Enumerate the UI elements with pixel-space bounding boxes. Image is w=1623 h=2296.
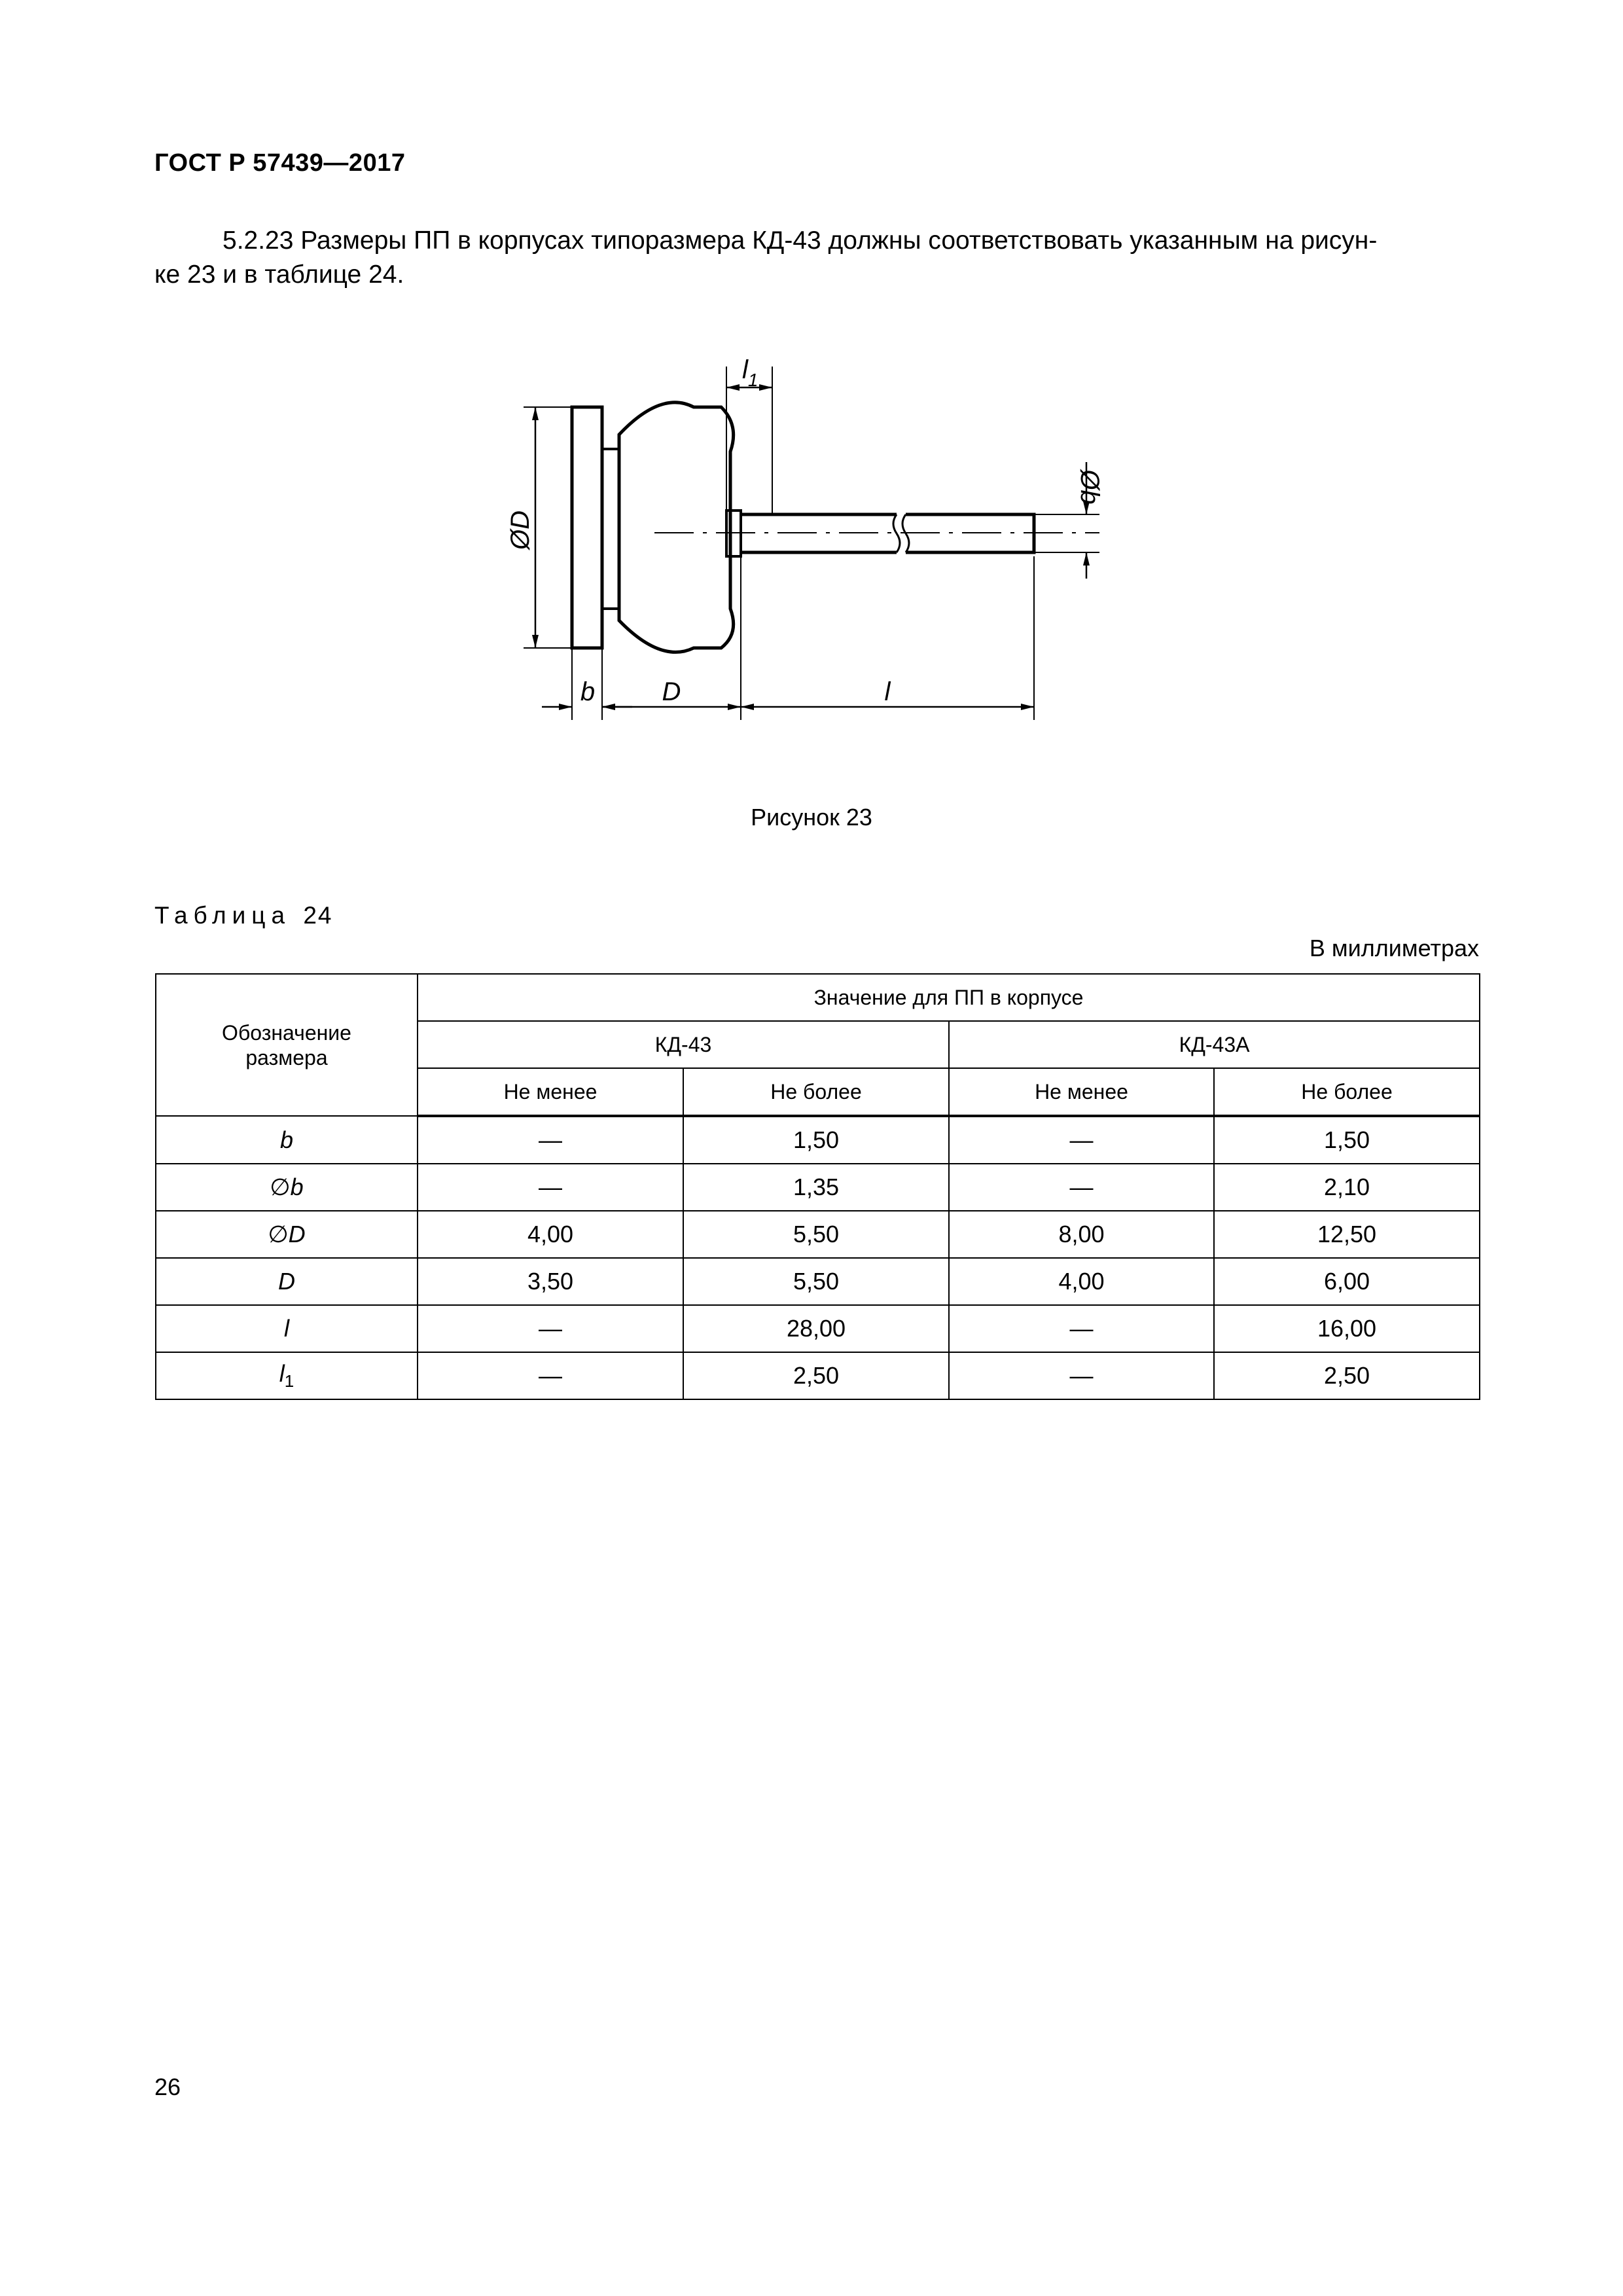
table-title-word: Таблица bbox=[154, 902, 291, 929]
row-symbol: ∅D bbox=[156, 1211, 418, 1258]
cell-value: — bbox=[418, 1352, 683, 1399]
paragraph-line-1-text: 5.2.23 Размеры ПП в корпусах типоразмера КД-43 должны соответствовать указанным на рисун- bbox=[223, 226, 1378, 255]
cell-value: 16,00 bbox=[1214, 1305, 1480, 1352]
cell-value: — bbox=[949, 1116, 1214, 1164]
cell-value: 6,00 bbox=[1214, 1258, 1480, 1305]
table-units: В миллиметрах bbox=[1309, 935, 1479, 961]
label-b: b bbox=[580, 677, 596, 706]
cell-value: 1,50 bbox=[683, 1116, 949, 1164]
row-symbol-subscript: 1 bbox=[284, 1371, 294, 1391]
cell-value: 1,35 bbox=[683, 1164, 949, 1211]
label-l1 bbox=[742, 355, 758, 390]
header-package-kd43: КД-43 bbox=[418, 1021, 949, 1068]
cell-value: 5,50 bbox=[683, 1211, 949, 1258]
header-designation-line2: размера bbox=[245, 1045, 328, 1069]
cell-value: 1,50 bbox=[1214, 1116, 1480, 1164]
cell-value: 2,50 bbox=[683, 1352, 949, 1399]
document-header: ГОСТ Р 57439—2017 bbox=[154, 149, 406, 177]
table-title bbox=[154, 902, 333, 929]
label-l: l bbox=[884, 677, 891, 706]
cell-value: — bbox=[949, 1352, 1214, 1399]
figure-caption: Рисунок 23 bbox=[751, 804, 872, 831]
cell-value: — bbox=[418, 1116, 683, 1164]
pin-break-left bbox=[893, 514, 900, 552]
cell-value: — bbox=[949, 1164, 1214, 1211]
cell-value: 2,50 bbox=[1214, 1352, 1480, 1399]
header-min-kd43a: Не менее bbox=[949, 1068, 1214, 1116]
header-value-group: Значение для ПП в корпусе bbox=[418, 974, 1480, 1021]
label-diaD: ØD bbox=[506, 511, 535, 550]
row-symbol: D bbox=[156, 1258, 418, 1305]
table-row bbox=[156, 1116, 1480, 1164]
table-row bbox=[156, 1211, 1480, 1258]
row-symbol: l bbox=[156, 1305, 418, 1352]
page-number: 26 bbox=[154, 2073, 181, 2100]
table-row bbox=[156, 1352, 1480, 1399]
header-designation bbox=[156, 974, 418, 1116]
label-diab: Øb bbox=[1075, 469, 1104, 505]
cell-value: 2,10 bbox=[1214, 1164, 1480, 1211]
table-row bbox=[156, 1305, 1480, 1352]
cell-value: 3,50 bbox=[418, 1258, 683, 1305]
body-shape bbox=[619, 403, 734, 653]
cell-value: — bbox=[949, 1305, 1214, 1352]
paragraph-line-2: ке 23 и в таблице 24. bbox=[154, 260, 404, 289]
header-designation-line1: Обозначение bbox=[222, 1020, 351, 1045]
row-symbol: $l_1$ bbox=[156, 1352, 418, 1399]
cell-value: — bbox=[418, 1305, 683, 1352]
dimensions-table bbox=[155, 973, 1480, 1400]
flange-shape bbox=[572, 407, 602, 648]
cell-value: — bbox=[418, 1164, 683, 1211]
cell-value: 4,00 bbox=[949, 1258, 1214, 1305]
cell-value: 4,00 bbox=[418, 1211, 683, 1258]
cell-value: 5,50 bbox=[683, 1258, 949, 1305]
cell-value: 8,00 bbox=[949, 1211, 1214, 1258]
cell-value: 12,50 bbox=[1214, 1211, 1480, 1258]
header-max-kd43: Не более bbox=[683, 1068, 949, 1116]
header-max-kd43a: Не более bbox=[1214, 1068, 1480, 1116]
row-symbol: ∅b bbox=[156, 1164, 418, 1211]
header-min-kd43: Не менее bbox=[418, 1068, 683, 1116]
table-row bbox=[156, 1258, 1480, 1305]
label-l1-sub: 1 bbox=[747, 370, 758, 390]
flange-neck-shape bbox=[602, 449, 619, 609]
label-l1-base: l bbox=[742, 355, 748, 384]
row-symbol: b bbox=[156, 1116, 418, 1164]
table-row bbox=[156, 1164, 1480, 1211]
cell-value: 28,00 bbox=[683, 1305, 949, 1352]
label-D: D bbox=[662, 677, 681, 706]
header-package-kd43a: КД-43А bbox=[949, 1021, 1480, 1068]
table-title-number: 24 bbox=[303, 902, 333, 929]
